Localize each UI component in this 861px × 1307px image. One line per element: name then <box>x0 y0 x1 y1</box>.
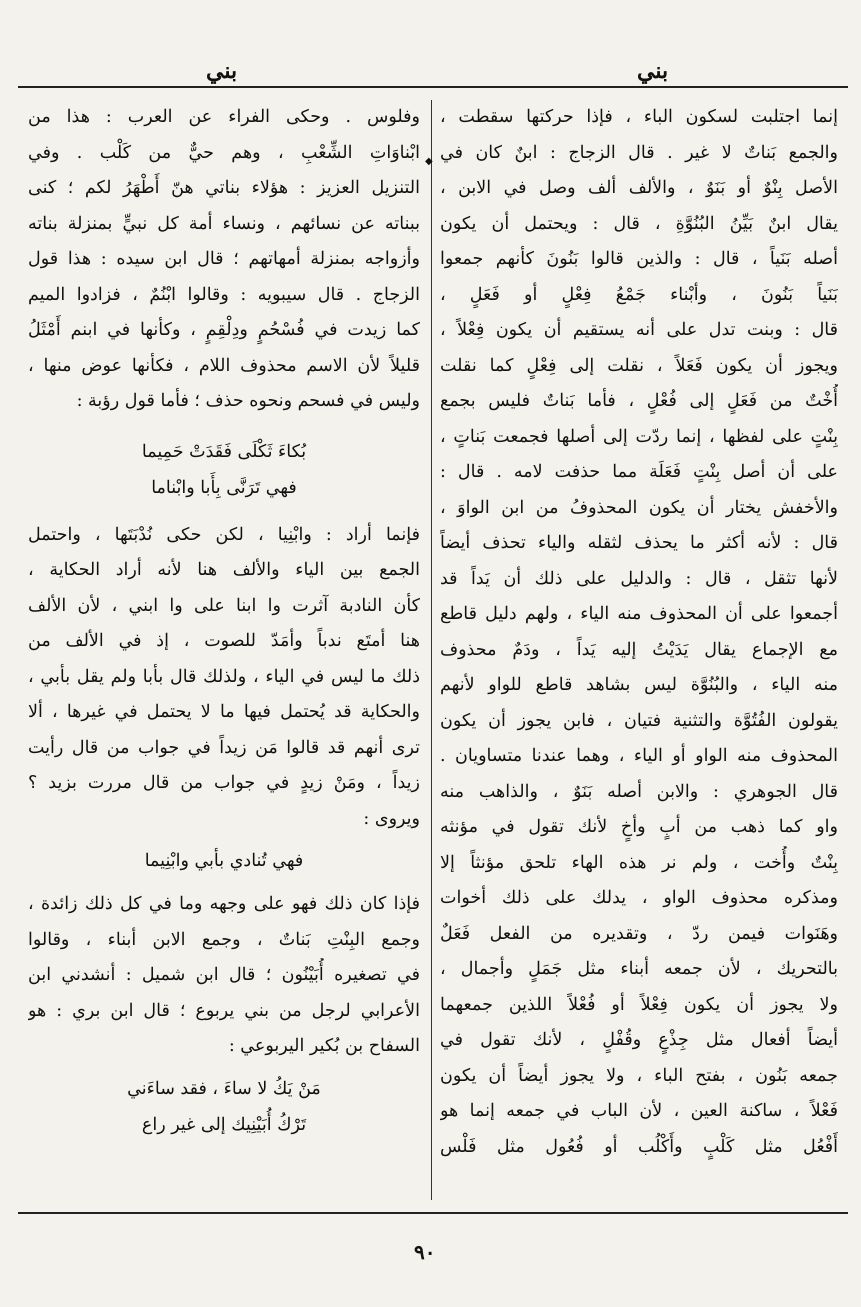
text-line: مع الإجماع يقال يَدَيْتُ إليه يَداً ، ودَمٌ محذوف <box>440 639 838 660</box>
header-word-left: بني <box>206 58 238 84</box>
text-line: وأزواجه بمنزلة أمهاتهم ؛ قال ابن سيده : هذا قول <box>28 249 420 269</box>
verse-line: بُكاءَ ثَكْلَى فَقَدَتْ حَمِيما <box>141 441 307 462</box>
text-line: زيداً ، ومَنْ زيدٍ في جواب من قال مررت بزيد ؟ <box>28 773 420 793</box>
text-line: منه الياء ، والبُنُوَّة ليس بشاهد قاطع للواو لأنهم <box>440 675 838 695</box>
verse-line: فهي تَرَنَّى بِأَبا وابْناما <box>151 477 297 498</box>
left-column <box>28 100 420 1143</box>
text-line: بِنْتٍ على لفظها ، إنما ردّت إلى أصلها فجمعت بَناتٍ ، <box>440 426 838 447</box>
text-line: في تصغيره أُبَيْنُون ؛ قال ابن شميل : أنشدني ابن <box>28 965 420 985</box>
text-line: ويروى : <box>363 808 420 829</box>
text-line: وليس في فسحم ونحوه حذف ؛ فأما قول رؤبة : <box>76 391 420 411</box>
text-line: أَفْعُل مثل كَلْبٍ وأَكْلُب أو فُعُول مثل فَلْس <box>440 1136 838 1157</box>
text-line: بِنْتٌ وأُخت ، ولم نر هذه الهاء تلحق مؤنثاً إلا <box>440 852 838 873</box>
text-line: قال : لأنه أكثر ما يحذف لثقله والياء تحذف أيضاً <box>440 533 838 553</box>
text-line: جمعه بَنُون ، بفتح الباء ، ولا يجوز أيضاً أن يكون <box>440 1065 838 1086</box>
verse-line: مَنْ يَكُ لا ساءَ ، فقد ساءَني <box>127 1078 321 1099</box>
text-line: ابْناوَاتِ الشِّعْبِ ، وهم حيٌّ من كَلْب . وفي <box>28 142 420 163</box>
text-line: والحكاية قد يُحتمل فيها ما لا يحتمل في غيرها ، ألا <box>28 702 420 722</box>
text-line: هنا أمتَع ندباً وأمَدّ للصوت ، إذ في الألف من <box>28 631 420 651</box>
text-line: يقال ابنٌ بَيِّنُ البُنُوَّةِ ، قال : ويحتمل أن يكون <box>440 213 838 234</box>
text-line: التنزيل العزيز : هؤلاء بناتي هنّ أَطْهَرُ لكم ؛ كنى <box>28 178 420 198</box>
text-line: فَعْلاً ، ساكنة العين ، لأن الباب في جمعه إنما هو <box>440 1101 838 1121</box>
text-line: فإنما أراد : وابْنِيا ، لكن حكى نُدْبَتَها ، واحتمل <box>28 524 420 545</box>
text-line: وجمع البِنْتِ بَناتٌ ، وجمع الابن أبناء ، وقالوا <box>28 929 420 950</box>
text-line: ذلك ما ليس في الياء ، ولذلك قال بأبا ولم يقل بأبي ، <box>28 666 420 687</box>
text-line: أُخْتٌ من فَعَلٍ إلى فُعْلٍ ، فأما بَناتٌ فليس بجمع <box>440 391 838 411</box>
text-line: أيضاً أفعال مثل جِذْعٍ وقُفْلٍ ، لأنك تقول في <box>440 1030 838 1050</box>
text-line: الأعرابي لرجل من بني يربوع ؛ قال ابن بري : هو <box>28 1000 420 1021</box>
text-line: بَنَياً بَنُونَ ، وأبْناء جَمْعُ فِعْلٍ أو فَعَلٍ ، <box>440 284 838 305</box>
text-line: وفلوس . وحكى الفراء عن العرب : هذا من <box>28 107 420 127</box>
header-word-right: بني <box>637 58 669 84</box>
text-line: وهَنَوات فيمن ردّ ، وتقديره من الفعل فَعَلٌ <box>440 923 838 944</box>
text-line: إنما اجتلبت لسكون الباء ، فإذا حركتها سقطت ، <box>440 107 838 127</box>
verse-line: فهي تُنادي بأبي وابْنِيما <box>144 851 304 871</box>
right-column <box>440 100 838 1165</box>
text-line: ببناته عن نسائهم ، ونساء أمة كل نبيٍّ بمنزلة بناته <box>28 213 420 234</box>
text-line: الجمع بين الياء والألف هنا لأنه أراد الحكاية ، <box>28 560 420 580</box>
text-line: ولا يجوز أن يكون فِعْلاً أو فُعْلاً اللذين جمعهما <box>440 994 838 1015</box>
header-rule <box>18 86 848 88</box>
text-line: يقولون الفُتُوَّة والتثنية فتيان ، فابن يجوز أن يكون <box>440 710 838 731</box>
text-line: أجمعوا على أن المحذوف منه الياء ، ولهم دليل قاطع <box>440 604 838 624</box>
text-line: قال الجوهري : والابن أصله بَنَوٌ ، والذاهب منه <box>440 781 838 802</box>
footer-rule <box>18 1212 848 1214</box>
column-marker: ◆ <box>425 156 433 167</box>
text-line: ويجوز أن يكون فَعَلاً ، نقلت إلى فِعْلٍ كما نقلت <box>440 355 838 376</box>
text-line: على أن أصل بِنْتٍ فَعَلَة مما حذفت لامه . قال : <box>440 462 838 482</box>
text-line: لأنها تثقل ، قال : والدليل على ذلك أن يَداً قد <box>440 568 838 589</box>
text-line: كما زيدت في فُسْحُمٍ ودِلْقِمٍ ، وكأنها في ابنم أَمْثَلُ <box>28 320 420 340</box>
text-line: أصله بَنَياً ، قال : والذين قالوا بَنُونَ كأنهم جمعوا <box>440 249 838 269</box>
text-line: بالتحريك ، لأن جمعه أبناء مثل جَمَلٍ وأجمال ، <box>440 959 838 979</box>
text-line: ومذكره محذوف الواو ، يدلك على ذلك أخوات <box>440 888 838 908</box>
text-line: قال : وبنت تدل على أنه يستقيم أن يكون فِعْلاً ، <box>440 320 838 340</box>
text-line: ترى أنهم قد قالوا مَن زيداً في جواب من قال رأيت <box>28 737 420 758</box>
text-line: واو كما ذهب من أبٍ وأخٍ لأنك تقول في مؤنثه <box>440 817 838 837</box>
verse-line: تَرْكُ أُبَيْنِيك إلى غير راع <box>141 1114 307 1135</box>
text-line: كأن النادبة آثرت وا ابنا على وا ابني ، لأن الألف <box>28 595 420 616</box>
text-line: الزجاج . قال سيبويه : وقالوا ابْنُمٌ ، فزادوا الميم <box>28 284 420 305</box>
text-line: والجمع بَناتٌ لا غير . قال الزجاج : ابنٌ كان في <box>440 142 838 163</box>
text-line: والأخفش يختار أن يكون المحذوفُ من ابن الواوَ ، <box>440 497 838 518</box>
text-line: المحذوف منه الواو أو الياء ، وهما عندنا متساويان . <box>440 746 838 766</box>
column-divider <box>431 100 432 1200</box>
text-line: فإذا كان ذلك فهو على وجهه وما في كل ذلك زائدة ، <box>28 894 420 914</box>
text-line: الأصل بِنْوٌ أو بَنَوٌ ، والألف ألف وصل في الابن ، <box>440 178 838 198</box>
text-line: قليلاً لأن الاسم محذوف اللام ، فكأنها عوض منها ، <box>28 355 420 376</box>
page-number: ٩٠ <box>414 1240 436 1264</box>
text-line: السفاح بن بُكير اليربوعي : <box>228 1036 420 1056</box>
